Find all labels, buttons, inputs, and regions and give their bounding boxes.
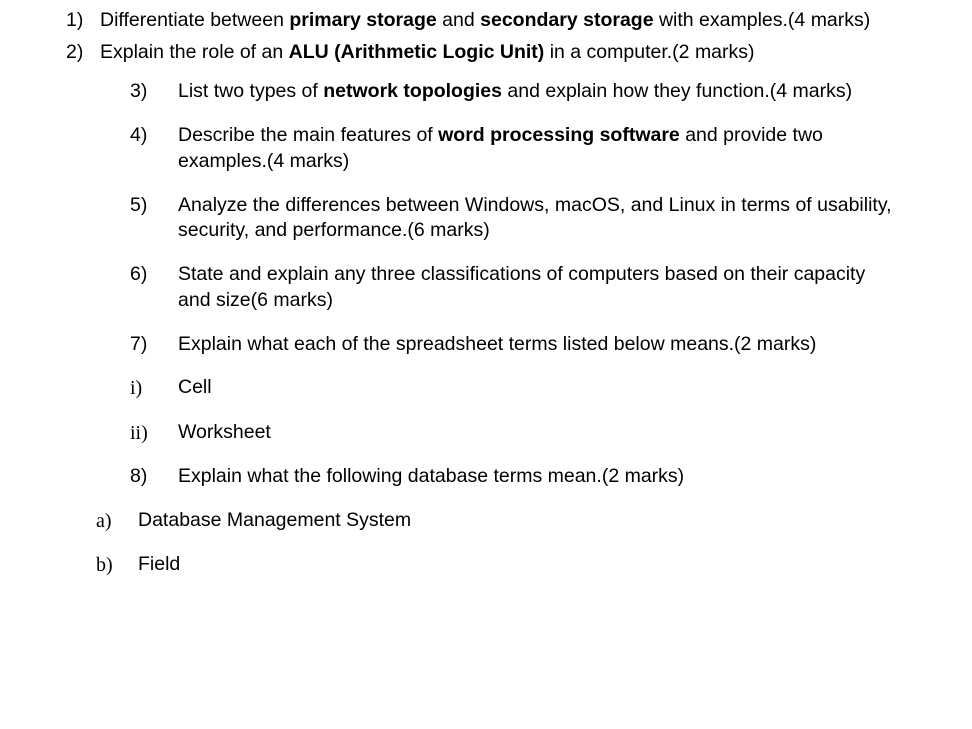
question-marker: 1) — [66, 9, 84, 31]
question-text-segment: and — [436, 9, 481, 31]
question-text-emphasis: secondary storage — [480, 9, 654, 31]
question-text — [138, 508, 902, 534]
question-text-segment: Describe the main features of — [178, 124, 439, 147]
question-list — [58, 8, 902, 579]
question-text-emphasis: word processing software — [438, 124, 680, 147]
question-item — [58, 8, 902, 34]
question-text — [138, 552, 902, 578]
question-text-segment: Explain what the following database terms mean.(2 marks) — [178, 465, 685, 488]
question-marker: a) — [96, 509, 112, 532]
question-marker: ii) — [130, 421, 148, 444]
question-item — [58, 79, 902, 105]
question-text-segment: Field — [138, 553, 181, 576]
question-item — [58, 123, 902, 174]
question-text-segment: State and explain any three classifications of computers based on their capacity and size(6 marks) — [178, 263, 866, 311]
question-marker: 2) — [66, 40, 84, 63]
question-marker: i) — [130, 377, 143, 400]
question-text-segment: in a computer.(2 marks) — [544, 40, 755, 63]
question-text — [178, 262, 902, 313]
question-text-segment: Database Management System — [138, 508, 412, 531]
question-text — [100, 40, 902, 66]
question-item — [58, 40, 902, 66]
question-text — [100, 8, 902, 34]
question-text-segment: Analyze the differences between Windows, macOS, and Linux in terms of usability, security, and performance.(6 marks) — [178, 193, 892, 242]
question-text-segment: Explain what each of the spreadsheet terms listed below means.(2 marks) — [178, 332, 817, 355]
question-item — [58, 420, 902, 446]
question-text-segment: List two types of — [178, 80, 324, 103]
question-item — [58, 332, 902, 358]
question-item — [58, 508, 902, 534]
question-marker: b) — [96, 554, 113, 577]
question-marker: 6) — [130, 263, 148, 286]
question-text — [178, 123, 902, 174]
question-marker: 4) — [130, 124, 148, 147]
question-marker: 8) — [130, 465, 148, 488]
question-marker: 5) — [130, 193, 148, 216]
question-text-emphasis: ALU (Arithmetic Logic Unit) — [288, 40, 545, 63]
question-text-segment: Differentiate between — [100, 9, 290, 31]
question-text-segment: and provide two examples.(4 marks) — [178, 124, 823, 172]
question-text — [178, 79, 902, 105]
question-text-emphasis: network topologies — [323, 80, 502, 103]
question-marker: 3) — [130, 80, 148, 103]
question-item — [58, 193, 902, 244]
question-text-emphasis: primary storage — [289, 9, 437, 31]
question-item — [58, 375, 902, 401]
question-text — [178, 332, 902, 358]
question-item — [58, 262, 902, 313]
question-text — [178, 464, 902, 490]
question-text-segment: and explain how they function.(4 marks) — [502, 80, 853, 103]
question-text-segment: Worksheet — [178, 420, 271, 443]
question-text-segment: Cell — [178, 376, 212, 399]
question-marker: 7) — [130, 332, 148, 355]
question-text — [178, 375, 902, 401]
question-text — [178, 193, 902, 244]
question-item — [58, 464, 902, 490]
question-text-segment: Explain the role of an — [100, 40, 289, 63]
question-text-segment: with examples.(4 marks) — [653, 9, 871, 31]
question-text — [178, 420, 902, 446]
question-item — [58, 552, 902, 578]
